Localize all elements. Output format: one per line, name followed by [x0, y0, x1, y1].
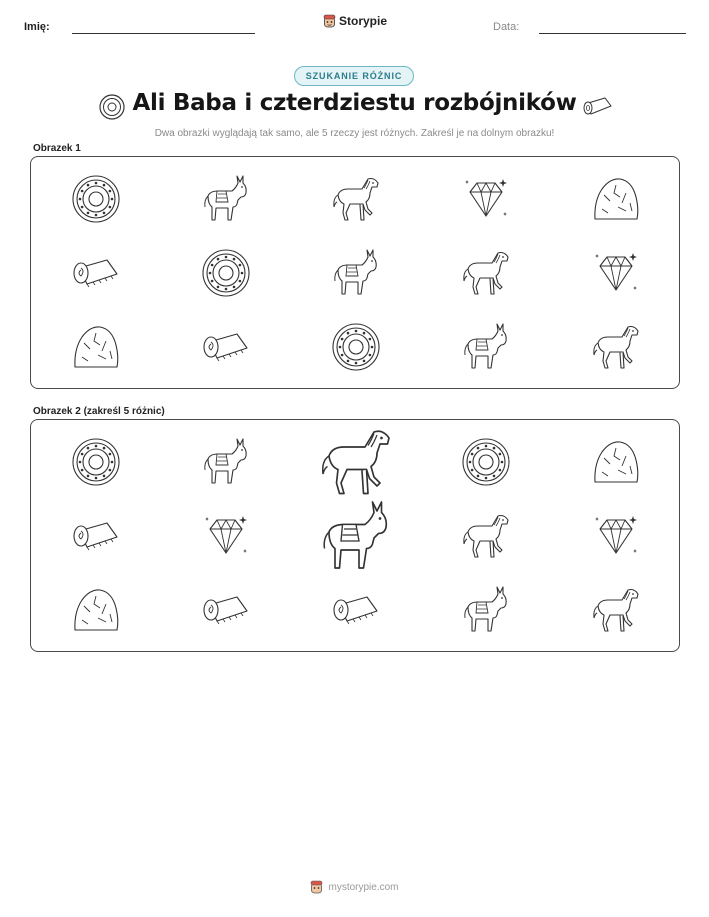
p2-horse-icon[interactable]: [421, 497, 551, 575]
p1-horse-icon: [291, 160, 421, 238]
p1-gem-icon: [551, 234, 681, 312]
instructions: Dwa obrazki wyglądają tak samo, ale 5 rzeczy jest różnych. Zakreśl je na dolnym obrazku!: [154, 128, 555, 139]
storypie-mascot-icon: [323, 14, 336, 28]
p1-coin-icon: [161, 234, 291, 312]
name-line[interactable]: [72, 33, 255, 34]
p2-donkey-icon[interactable]: [421, 571, 551, 649]
p1-coin-icon: [291, 308, 421, 386]
p2-coin-icon[interactable]: [421, 423, 551, 501]
footer: [0, 880, 709, 897]
p1-rock-icon: [31, 308, 161, 386]
picture1-panel: [30, 156, 680, 389]
p2-donkey-icon[interactable]: [161, 423, 291, 501]
p1-horse-icon: [421, 234, 551, 312]
p1-horse-icon: [551, 308, 681, 386]
p1-gem-icon: [421, 160, 551, 238]
p2-donkey-icon[interactable]: [291, 497, 421, 575]
p2-coin-icon[interactable]: [31, 423, 161, 501]
p1-carpet-icon: [31, 234, 161, 312]
p1-donkey-icon: [161, 160, 291, 238]
p1-donkey-icon: [421, 308, 551, 386]
p1-carpet-icon: [161, 308, 291, 386]
p1-donkey-icon: [291, 234, 421, 312]
p2-carpet-icon[interactable]: [161, 571, 291, 649]
p2-carpet-icon[interactable]: [31, 497, 161, 575]
date-label: Data:: [493, 21, 520, 33]
name-label: Imię:: [24, 21, 50, 33]
footer-site: mystorypie.com: [328, 881, 399, 893]
storypie-mascot-icon: [310, 880, 323, 894]
p2-horse-icon[interactable]: [291, 423, 421, 501]
page-title: Ali Baba i czterdziestu rozbójników: [132, 90, 577, 116]
p2-gem-icon[interactable]: [161, 497, 291, 575]
brand-name: Storypie: [339, 14, 388, 28]
p2-rock-icon[interactable]: [551, 423, 681, 501]
date-line[interactable]: [539, 33, 686, 34]
title-carpet-icon: [581, 96, 613, 122]
picture2-label: Obrazek 2 (zakreśl 5 różnic): [33, 406, 165, 417]
p1-coin-icon: [31, 160, 161, 238]
picture2-panel[interactable]: [30, 419, 680, 652]
activity-badge: SZUKANIE RÓŻNIC: [294, 66, 414, 86]
p2-carpet-icon[interactable]: [291, 571, 421, 649]
p2-gem-icon[interactable]: [551, 497, 681, 575]
brand-logo: [323, 14, 387, 28]
p1-rock-icon: [551, 160, 681, 238]
p2-horse-icon[interactable]: [551, 571, 681, 649]
p2-rock-icon[interactable]: [31, 571, 161, 649]
picture1-label: Obrazek 1: [33, 143, 81, 154]
